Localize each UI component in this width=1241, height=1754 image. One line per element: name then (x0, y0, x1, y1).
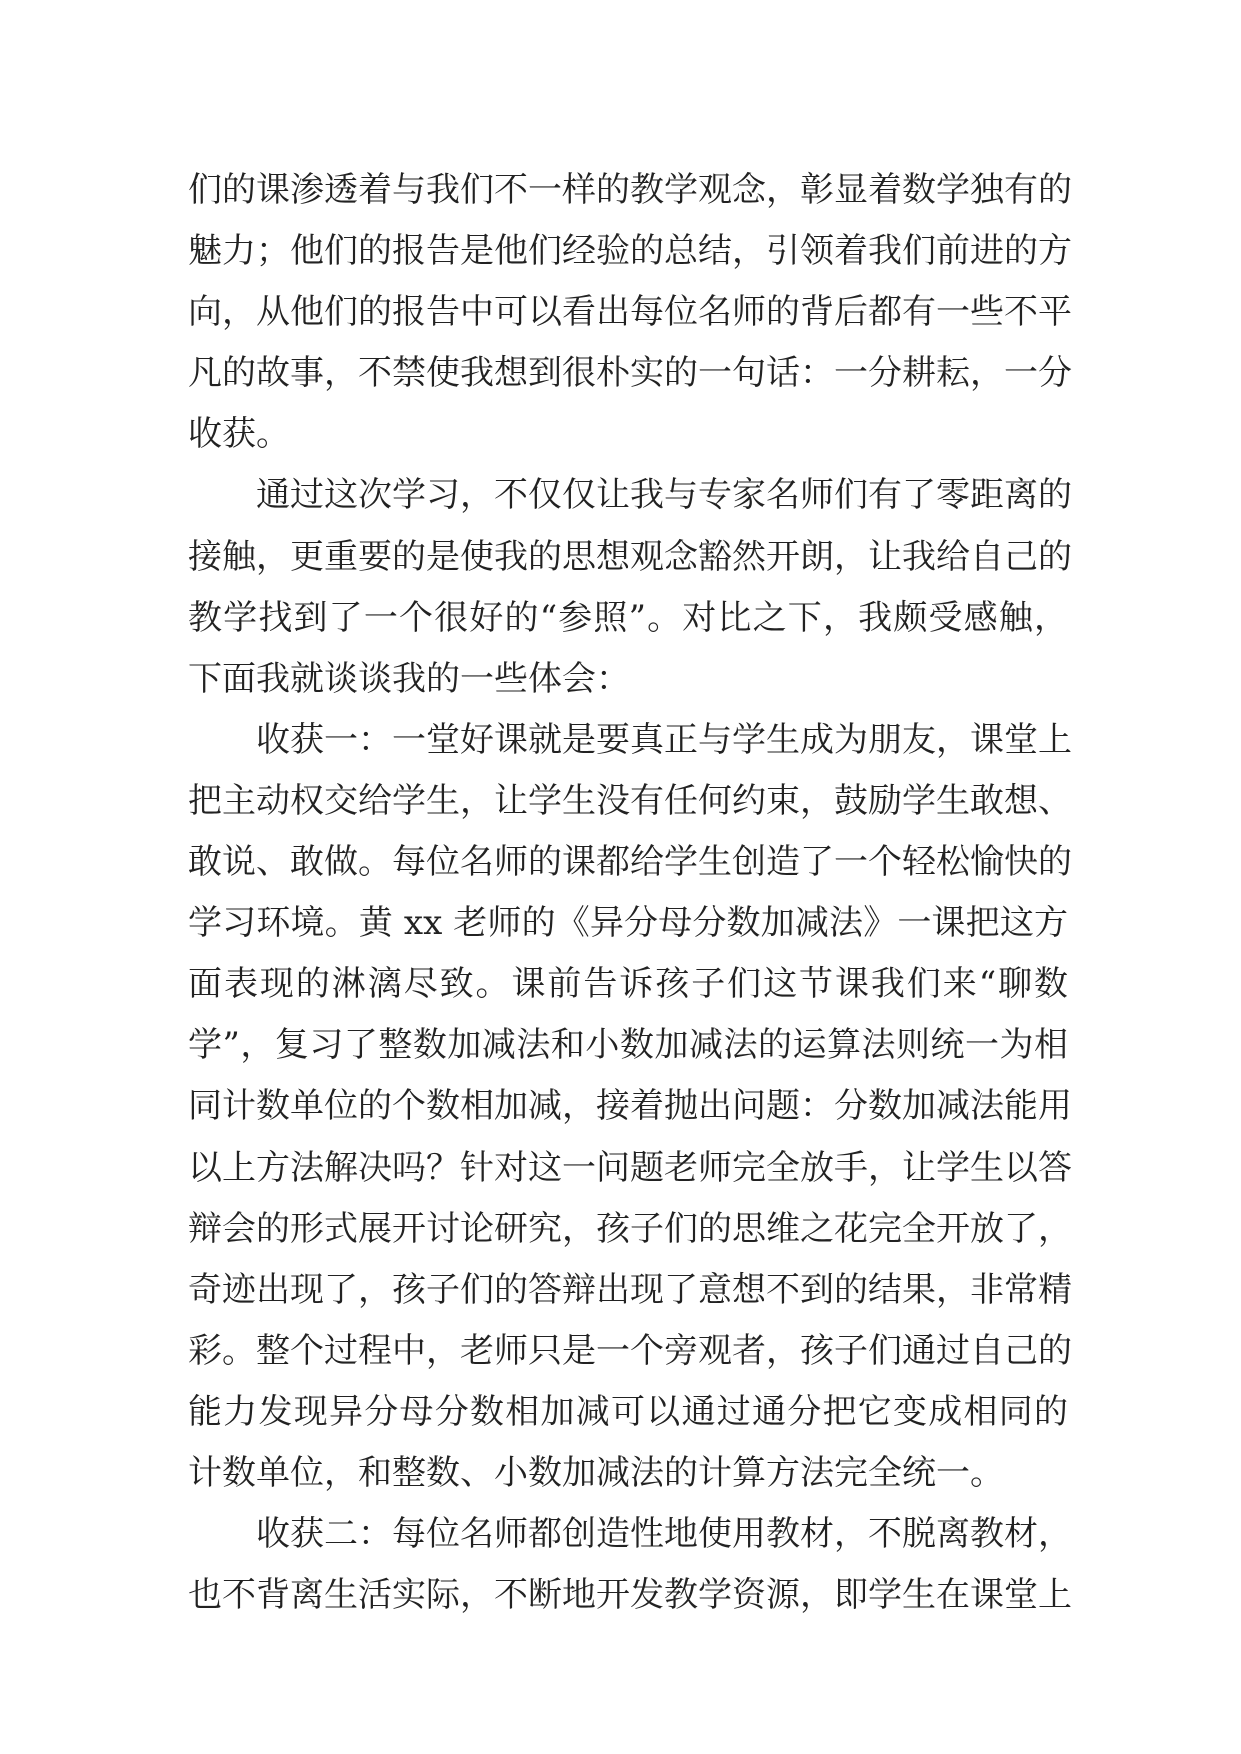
text-line: 通过这次学习，不仅仅让我与专家名师们有了零距离的 (256, 475, 1072, 516)
paragraph-1 (188, 160, 1072, 465)
text-line: 能力发现异分母分数相加减可以通过通分把它变成相同的 (188, 1391, 1068, 1432)
paragraph-3 (188, 710, 1072, 1504)
text-line: 学”，复习了整数加减法和小数加减法的运算法则统一为相 (188, 1025, 1068, 1066)
paragraph-4 (188, 1504, 1072, 1626)
text-line: 辩会的形式展开讨论研究，孩子们的思维之花完全开放了， (188, 1208, 1072, 1249)
text-line: 收获一：一堂好课就是要真正与学生成为朋友，课堂上 (256, 719, 1072, 760)
text-line: 计数单位，和整数、小数加减法的计算方法完全统一。 (188, 1452, 1004, 1493)
text-line: 魅力；他们的报告是他们经验的总结，引领着我们前进的方 (188, 231, 1072, 272)
text-line: 向，从他们的报告中可以看出每位名师的背后都有一些不平 (188, 292, 1072, 333)
text-line: 也不背离生活实际，不断地开发教学资源，即学生在课堂上 (188, 1575, 1072, 1616)
text-line: 奇迹出现了，孩子们的答辩出现了意想不到的结果，非常精 (188, 1269, 1072, 1310)
text-line: 敢说、敢做。每位名师的课都给学生创造了一个轻松愉快的 (188, 842, 1072, 883)
text-line: 收获。 (188, 414, 290, 455)
text-line: 们的课渗透着与我们不一样的教学观念，彰显着数学独有的 (188, 170, 1072, 210)
text-line: 凡的故事，不禁使我想到很朴实的一句话：一分耕耘，一分 (188, 353, 1072, 394)
text-line: 把主动权交给学生，让学生没有任何约束，鼓励学生敢想、 (188, 780, 1072, 821)
text-line: 以上方法解决吗？针对这一问题老师完全放手，让学生以答 (188, 1147, 1072, 1188)
text-line: 下面我就谈谈我的一些体会： (188, 658, 630, 699)
text-line: 收获二：每位名师都创造性地使用教材，不脱离教材， (256, 1514, 1072, 1555)
body-text (188, 160, 1072, 1626)
text-line: 彩。整个过程中，老师只是一个旁观者，孩子们通过自己的 (188, 1330, 1072, 1371)
text-line: 接触，更重要的是使我的思想观念豁然开朗，让我给自己的 (188, 536, 1072, 577)
text-line: 教学找到了一个很好的“参照”。对比之下，我颇受感触， (188, 597, 1068, 638)
text-line: 面表现的淋漓尽致。课前告诉孩子们这节课我们来“聊数 (188, 964, 1068, 1005)
text-line: 同计数单位的个数相加减，接着抛出问题：分数加减法能用 (188, 1086, 1072, 1127)
paragraph-2 (188, 465, 1072, 709)
text-line: 学习环境。黄 xx 老师的《异分母分数加减法》一课把这方 (188, 903, 1068, 944)
